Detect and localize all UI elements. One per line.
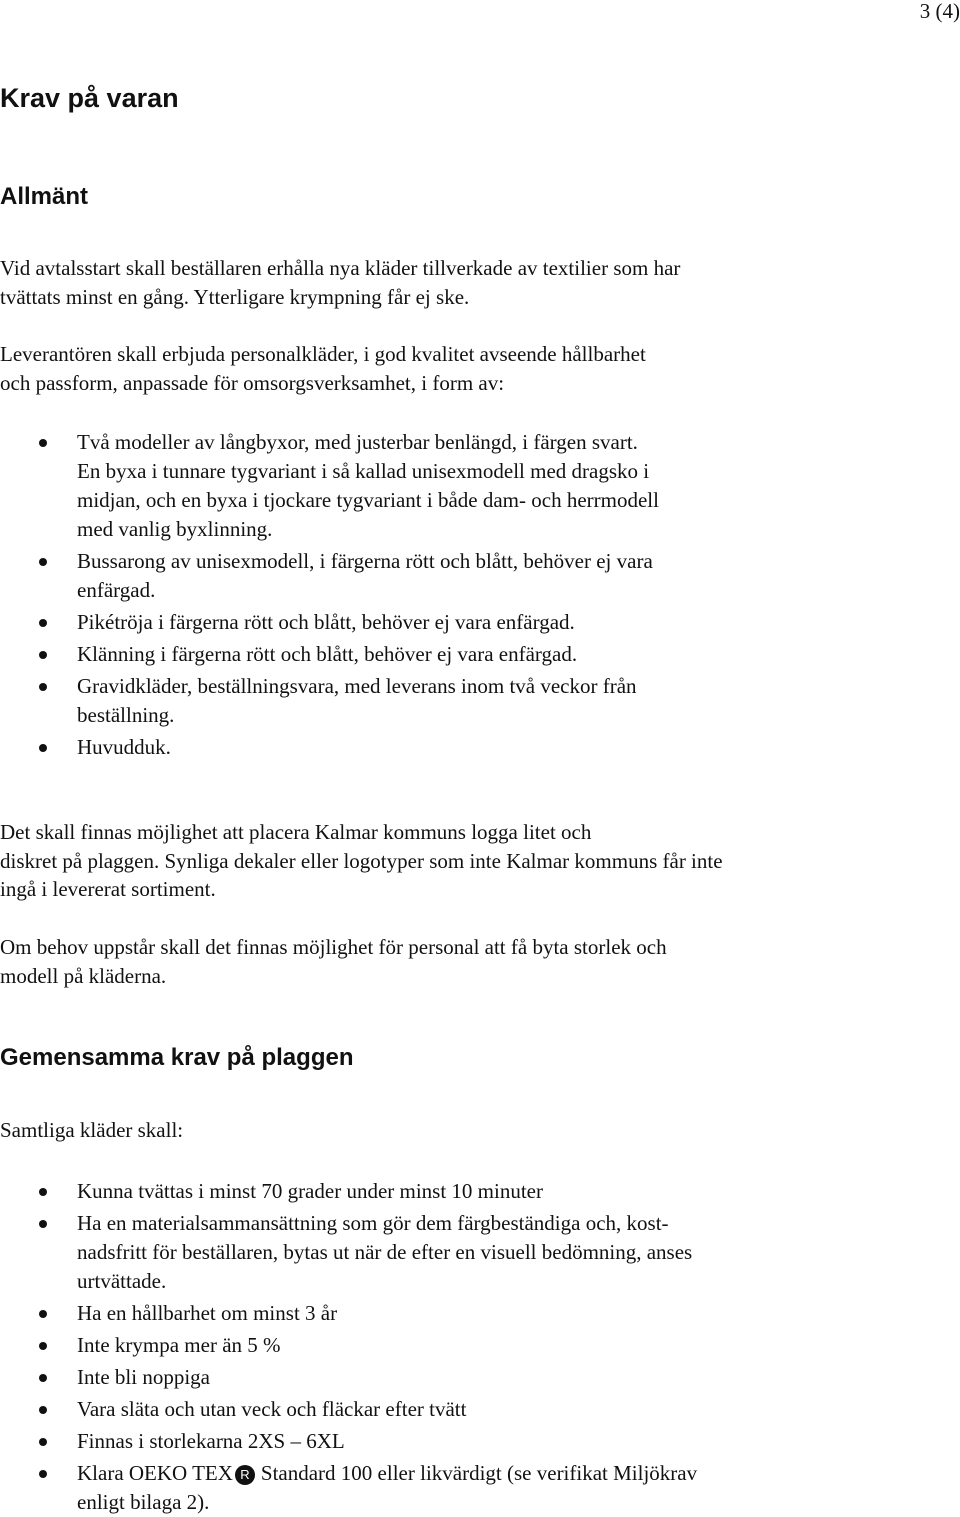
list-item bbox=[0, 428, 900, 544]
paragraph-line: Det skall finnas möjlighet att placera Kalmar kommuns logga litet och bbox=[0, 820, 592, 844]
bullet-icon bbox=[39, 651, 47, 659]
list-item-line: Gravidkläder, beställningsvara, med leverans inom två veckor från bbox=[77, 674, 637, 698]
list-item bbox=[0, 547, 900, 605]
registered-trademark-icon: R bbox=[235, 1465, 255, 1485]
paragraph-storlek bbox=[0, 933, 940, 990]
list-item bbox=[0, 1395, 900, 1424]
section-heading-allmant: Allmänt bbox=[0, 183, 89, 210]
requirements-list bbox=[0, 1177, 900, 1517]
list-item-line: Huvudduk. bbox=[77, 735, 171, 759]
list-item-line: Pikétröja i färgerna rött och blått, behöver ej vara enfärgad. bbox=[77, 610, 575, 634]
list-item-line: Ha en materialsammansättning som gör dem färgbeständiga och, kost- bbox=[77, 1211, 669, 1235]
list-item bbox=[0, 640, 900, 669]
bullet-icon bbox=[39, 1470, 47, 1478]
paragraph-line: tvättats minst en gång. Ytterligare krympning får ej ske. bbox=[0, 284, 470, 309]
paragraph-line: Om behov uppstår skall det finnas möjlighet för personal att få byta storlek och bbox=[0, 935, 667, 959]
paragraph-line: diskret på plaggen. Synliga dekaler eller logotyper som inte Kalmar kommuns får inte bbox=[0, 848, 723, 873]
list-item-line: Vara släta och utan veck och fläckar efter tvätt bbox=[77, 1397, 467, 1421]
list-item bbox=[0, 1299, 900, 1328]
list-item-line: Klara OEKO TEX bbox=[77, 1461, 233, 1485]
bullet-icon bbox=[39, 744, 47, 752]
list-item-line: Inte bli noppiga bbox=[77, 1365, 210, 1389]
paragraph-line: Leverantören skall erbjuda personalkläder, i god kvalitet avseende hållbarhet bbox=[0, 342, 646, 366]
paragraph-logga bbox=[0, 818, 940, 904]
paragraph-leverantoren bbox=[0, 340, 940, 397]
list-item-line: Ha en hållbarhet om minst 3 år bbox=[77, 1301, 338, 1325]
list-item-line: Finnas i storlekarna 2XS – 6XL bbox=[77, 1429, 345, 1453]
list-item-line: En byxa i tunnare tygvariant i så kallad unisexmodell med dragsko i bbox=[77, 459, 650, 483]
page-title: Krav på varan bbox=[0, 83, 179, 113]
list-item bbox=[0, 1459, 900, 1517]
list-item-line: Inte krympa mer än 5 % bbox=[77, 1333, 281, 1357]
list-item-line: Klänning i färgerna rött och blått, behöver ej vara enfärgad. bbox=[77, 642, 578, 666]
bullet-icon bbox=[39, 558, 47, 566]
list-item bbox=[0, 1427, 900, 1456]
paragraph-line: ingå i levererat sortiment. bbox=[0, 877, 216, 901]
list-item-line: urtvättade. bbox=[77, 1269, 167, 1293]
list-item-line: Två modeller av långbyxor, med justerbar benlängd, i färgen svart. bbox=[77, 430, 638, 454]
bullet-icon bbox=[39, 1438, 47, 1446]
bullet-icon bbox=[39, 439, 47, 447]
list-item bbox=[0, 608, 900, 637]
bullet-icon bbox=[39, 1406, 47, 1414]
bullet-icon bbox=[39, 1310, 47, 1318]
paragraph-line: och passform, anpassade för omsorgsverksamhet, i form av: bbox=[0, 370, 505, 395]
list-item bbox=[0, 1363, 900, 1392]
list-item bbox=[0, 1209, 900, 1296]
paragraph-samtliga: Samtliga kläder skall: bbox=[0, 1118, 184, 1142]
paragraph-line: Vid avtalsstart skall beställaren erhålla nya kläder tillverkade av textilier som har bbox=[0, 256, 681, 280]
garment-list bbox=[0, 428, 900, 762]
list-item-line: beställning. bbox=[77, 703, 175, 727]
paragraph-line: modell på kläderna. bbox=[0, 963, 167, 988]
section-heading-gemensamma: Gemensamma krav på plaggen bbox=[0, 1044, 354, 1071]
list-item-line: med vanlig byxlinning. bbox=[77, 517, 273, 541]
list-item-line: enfärgad. bbox=[77, 578, 156, 602]
list-item-line: Bussarong av unisexmodell, i färgerna rött och blått, behöver ej vara bbox=[77, 549, 653, 573]
page-number: 3 (4) bbox=[919, 0, 960, 23]
bullet-icon bbox=[39, 619, 47, 627]
list-item bbox=[0, 1331, 900, 1360]
bullet-icon bbox=[39, 1374, 47, 1382]
list-item bbox=[0, 733, 900, 762]
list-item-line: enligt bilaga 2). bbox=[77, 1490, 210, 1514]
bullet-icon bbox=[39, 683, 47, 691]
paragraph-avtalsstart bbox=[0, 254, 940, 311]
list-item-line: Standard 100 eller likvärdigt (se verifikat Miljökrav bbox=[260, 1461, 698, 1485]
bullet-icon bbox=[39, 1342, 47, 1350]
list-item-line: nadsfritt för beställaren, bytas ut när de efter en visuell bedömning, anses bbox=[77, 1240, 693, 1264]
list-item-line: midjan, och en byxa i tjockare tygvariant i både dam- och herrmodell bbox=[77, 488, 659, 512]
list-item bbox=[0, 672, 900, 730]
list-item-line: Kunna tvättas i minst 70 grader under minst 10 minuter bbox=[77, 1179, 543, 1203]
bullet-icon bbox=[39, 1188, 47, 1196]
list-item bbox=[0, 1177, 900, 1206]
bullet-icon bbox=[39, 1220, 47, 1228]
